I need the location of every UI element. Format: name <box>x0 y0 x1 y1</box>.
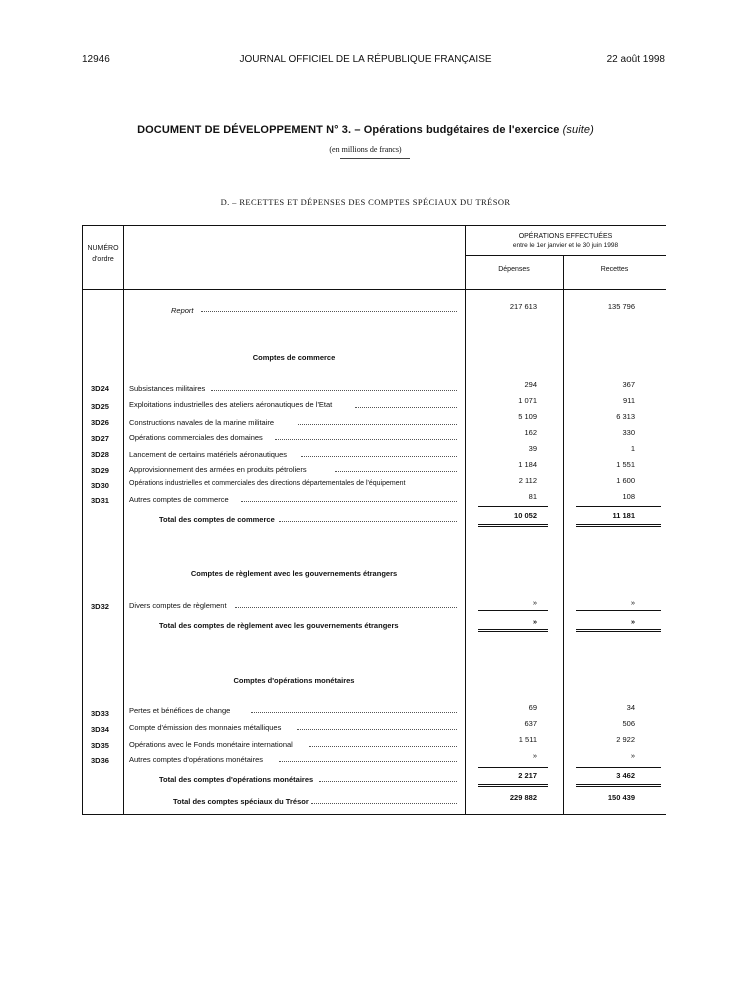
commerce-subtotal-rule <box>478 506 548 507</box>
row-leader <box>251 711 457 713</box>
row-leader <box>297 728 457 730</box>
col-divider-label <box>465 226 466 814</box>
section-title: D. – RECETTES ET DÉPENSES DES COMPTES SPÉCIAUX DU TRÉSOR <box>220 197 511 207</box>
reglement-total-rule <box>478 629 548 632</box>
row-code: 3D26 <box>91 418 109 427</box>
row-leader <box>355 406 457 408</box>
row-leader <box>211 389 457 391</box>
row-code: 3D31 <box>91 496 109 505</box>
row-recettes: 6 313 <box>616 412 635 421</box>
row-depenses: 637 <box>524 719 537 728</box>
row-recettes: 1 600 <box>616 476 635 485</box>
monetaires-total-rule <box>478 784 548 787</box>
reglement-subtotal-rule <box>478 610 548 611</box>
row-label: Exploitations industrielles des ateliers aéronautiques de l'Etat <box>129 400 333 409</box>
header-numero: NUMÉRO <box>87 245 119 252</box>
row-code: 3D35 <box>91 741 109 750</box>
row-label: Lancement de certains matériels aéronautiques <box>129 450 288 459</box>
journal-name: JOURNAL OFFICIEL DE LA RÉPUBLIQUE FRANÇAISE <box>239 54 492 65</box>
row-recettes: 108 <box>622 492 635 501</box>
commerce-total-recettes: 11 181 <box>612 511 635 520</box>
row-label: Opérations commerciales des domaines <box>129 433 263 442</box>
row-depenses: 69 <box>528 703 537 712</box>
report-leader <box>201 310 457 312</box>
commerce-subtotal-rule <box>576 506 661 507</box>
header-rule-bottom <box>83 289 666 290</box>
reglement-heading: Comptes de règlement avec les gouvernements étrangers <box>190 569 398 578</box>
row-depenses: 294 <box>524 380 537 389</box>
row-depenses: » <box>532 751 537 760</box>
row-recettes: 1 <box>630 444 635 453</box>
row-leader <box>235 606 457 608</box>
row-recettes: 34 <box>626 703 635 712</box>
document-title-main: DOCUMENT DE DÉVELOPPEMENT N° 3. – Opérations budgétaires de l'exercice <box>137 124 560 136</box>
row-depenses: 39 <box>528 444 537 453</box>
reglement-total-recettes: » <box>630 617 635 626</box>
row-recettes: 330 <box>622 428 635 437</box>
col-divider-amounts <box>563 256 564 814</box>
monetaires-total-leader <box>319 780 457 782</box>
monetaires-heading: Comptes d'opérations monétaires <box>233 676 355 685</box>
row-code: 3D36 <box>91 756 109 765</box>
grand-total-leader <box>311 802 457 804</box>
row-label: Compte d'émission des monnaies métalliques <box>129 723 282 732</box>
header-rule-ops <box>465 255 666 256</box>
monetaires-total-rule <box>576 784 661 787</box>
header-depenses: Dépenses <box>498 266 530 273</box>
row-label: Opérations industrielles et commerciales des directions départementales de l'équipement <box>129 480 406 487</box>
row-label: Autres comptes de commerce <box>129 495 229 504</box>
row-depenses: 162 <box>524 428 537 437</box>
row-recettes: 506 <box>622 719 635 728</box>
commerce-total-label: Total des comptes de commerce <box>159 515 275 524</box>
accounts-table <box>82 225 666 815</box>
grand-total-recettes: 150 439 <box>607 793 635 802</box>
row-leader <box>279 760 457 762</box>
header-period: entre le 1er janvier et le 30 juin 1998 <box>512 242 619 249</box>
row-depenses: » <box>532 598 537 607</box>
header-ordre: d'ordre <box>92 256 114 263</box>
row-depenses: 5 109 <box>518 412 537 421</box>
reglement-subtotal-rule <box>576 610 661 611</box>
monetaires-subtotal-rule <box>478 767 548 768</box>
commerce-total-depenses: 10 052 <box>514 511 537 520</box>
document-title-suffix: (suite) <box>562 124 594 136</box>
monetaires-total-depenses: 2 217 <box>518 771 537 780</box>
row-depenses: 1 184 <box>518 460 537 469</box>
report-recettes: 135 796 <box>607 302 635 311</box>
row-code: 3D24 <box>91 384 109 393</box>
reglement-total-label: Total des comptes de règlement avec les gouvernements étrangers <box>159 621 399 630</box>
row-label: Subsistances militaires <box>129 384 206 393</box>
row-code: 3D34 <box>91 725 109 734</box>
row-code: 3D32 <box>91 602 109 611</box>
commerce-total-rule <box>478 524 548 527</box>
row-depenses: 1 071 <box>518 396 537 405</box>
report-depenses: 217 613 <box>509 302 537 311</box>
col-divider-code <box>123 226 124 814</box>
row-leader <box>275 438 457 440</box>
row-code: 3D30 <box>91 481 109 490</box>
row-label: Approvisionnement des armées en produits pétroliers <box>129 465 307 474</box>
reglement-total-depenses: » <box>532 617 537 626</box>
row-leader <box>335 470 457 472</box>
row-label: Divers comptes de règlement <box>129 601 227 610</box>
row-leader <box>301 455 457 457</box>
monetaires-total-label: Total des comptes d'opérations monétaires <box>159 775 314 784</box>
row-recettes: 367 <box>622 380 635 389</box>
row-code: 3D28 <box>91 450 109 459</box>
row-depenses: 1 511 <box>518 735 537 744</box>
reglement-total-rule <box>576 629 661 632</box>
commerce-total-rule <box>576 524 661 527</box>
grand-total-depenses: 229 882 <box>509 793 537 802</box>
row-label: Constructions navales de la marine militaire <box>129 418 275 427</box>
row-recettes: » <box>630 751 635 760</box>
document-title <box>0 124 731 136</box>
row-depenses: 2 112 <box>518 476 537 485</box>
publication-date: 22 août 1998 <box>606 54 665 65</box>
page-number: 12946 <box>82 54 110 65</box>
row-recettes: » <box>630 598 635 607</box>
row-recettes: 911 <box>623 396 635 405</box>
grand-total-label: Total des comptes spéciaux du Trésor <box>173 797 309 806</box>
document-subtitle: (en millions de francs) <box>329 145 402 154</box>
row-recettes: 1 551 <box>616 460 635 469</box>
row-recettes: 2 922 <box>616 735 635 744</box>
row-depenses: 81 <box>528 492 537 501</box>
row-label: Autres comptes d'opérations monétaires <box>129 755 264 764</box>
row-code: 3D29 <box>91 466 109 475</box>
header-operations: OPÉRATIONS EFFECTUÉES <box>518 233 613 240</box>
row-leader <box>241 500 457 502</box>
row-label: Opérations avec le Fonds monétaire international <box>129 740 293 749</box>
row-leader <box>309 745 457 747</box>
commerce-heading: Comptes de commerce <box>252 353 336 362</box>
row-code: 3D25 <box>91 402 109 411</box>
row-code: 3D27 <box>91 434 109 443</box>
monetaires-subtotal-rule <box>576 767 661 768</box>
row-label: Pertes et bénéfices de change <box>129 706 231 715</box>
commerce-total-leader <box>279 520 457 522</box>
row-leader <box>298 423 457 425</box>
report-label: Report <box>171 306 194 315</box>
row-code: 3D33 <box>91 709 109 718</box>
monetaires-total-recettes: 3 462 <box>616 771 635 780</box>
header-recettes: Recettes <box>600 266 629 273</box>
title-divider <box>340 158 410 160</box>
